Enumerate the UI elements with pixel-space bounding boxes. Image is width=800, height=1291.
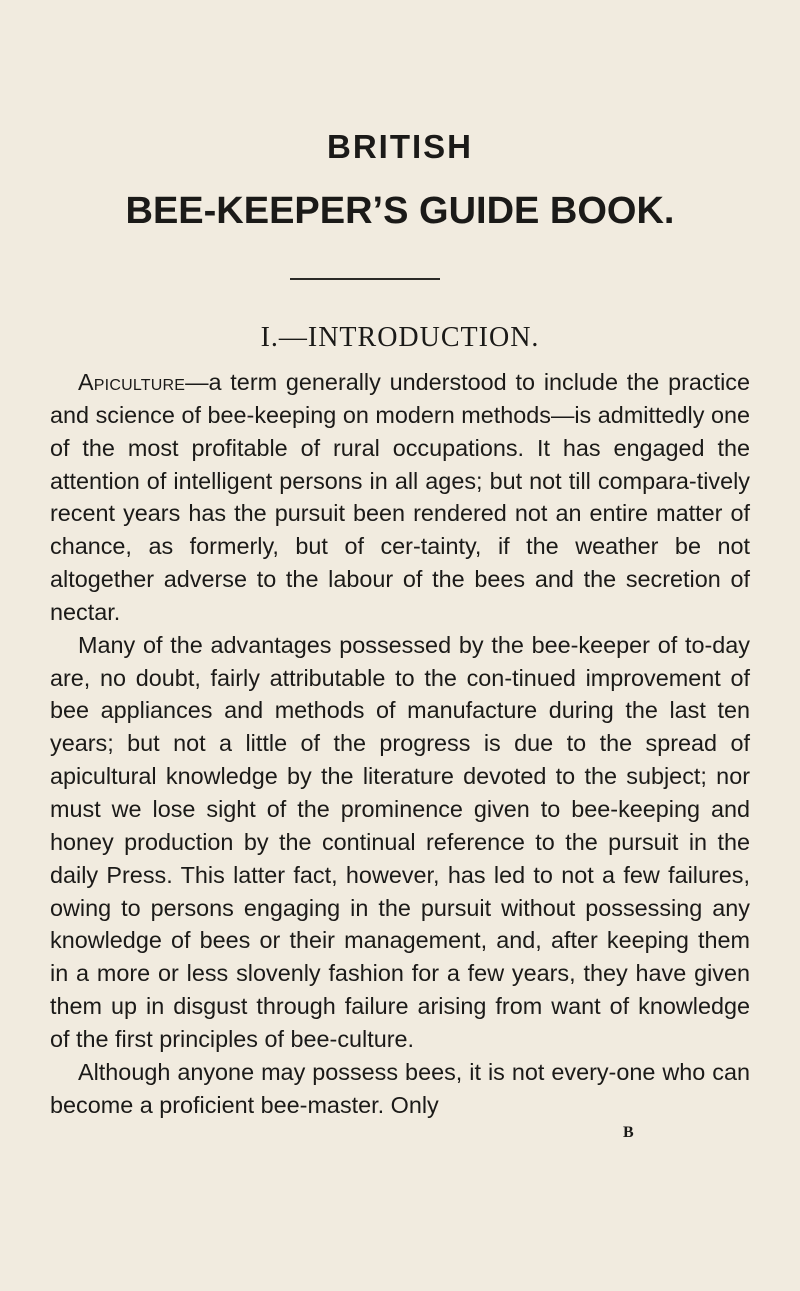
paragraph-1-text: —a term generally understood to include the practice and science of bee-keeping on modern methods—is admittedly one of the most profitable of rural occupations. It has engaged the attention of intelligent persons in all ages; but not till compara-tively recent years has the pursuit been rendered not an entire matter of chance, as formerly, but of cer-tainty, if the weather be not altogether adverse to the labour of the bees and the secretion of nectar.: [50, 369, 750, 625]
paragraph-1: [50, 366, 750, 629]
title-divider: [290, 278, 440, 280]
signature-mark: B: [623, 1124, 634, 1141]
book-title-line2: BEE-KEEPER’S GUIDE BOOK.: [125, 190, 675, 232]
paragraph-1-lead: Apiculture: [78, 369, 186, 395]
paragraph-2: Many of the advantages possessed by the bee-keeper of to-day are, no doubt, fairly attributable to the con-tinued improvement of bee appliances and methods of manufacture during the last ten years; but not a little of the progress is due to the spread of apicultural knowledge by the literature devoted to the subject; nor must we lose sight of the prominence given to bee-keeping and honey production by the continual reference to the pursuit in the daily Press. This latter fact, however, has led to not a few failures, owing to persons engaging in the pursuit without possessing any knowledge of bees or their management, and, after keeping them in a more or less slovenly fashion for a few years, they have given them up in disgust through failure arising from want of knowledge of the first principles of bee-culture.: [50, 631, 750, 1052]
chapter-heading: I.—INTRODUCTION.: [260, 322, 540, 353]
paragraph-3: Although anyone may possess bees, it is not every-one who can become a proficient bee-master. Only: [50, 1058, 750, 1118]
body-text: [50, 366, 750, 1121]
book-title-line1: BRITISH: [327, 128, 473, 165]
